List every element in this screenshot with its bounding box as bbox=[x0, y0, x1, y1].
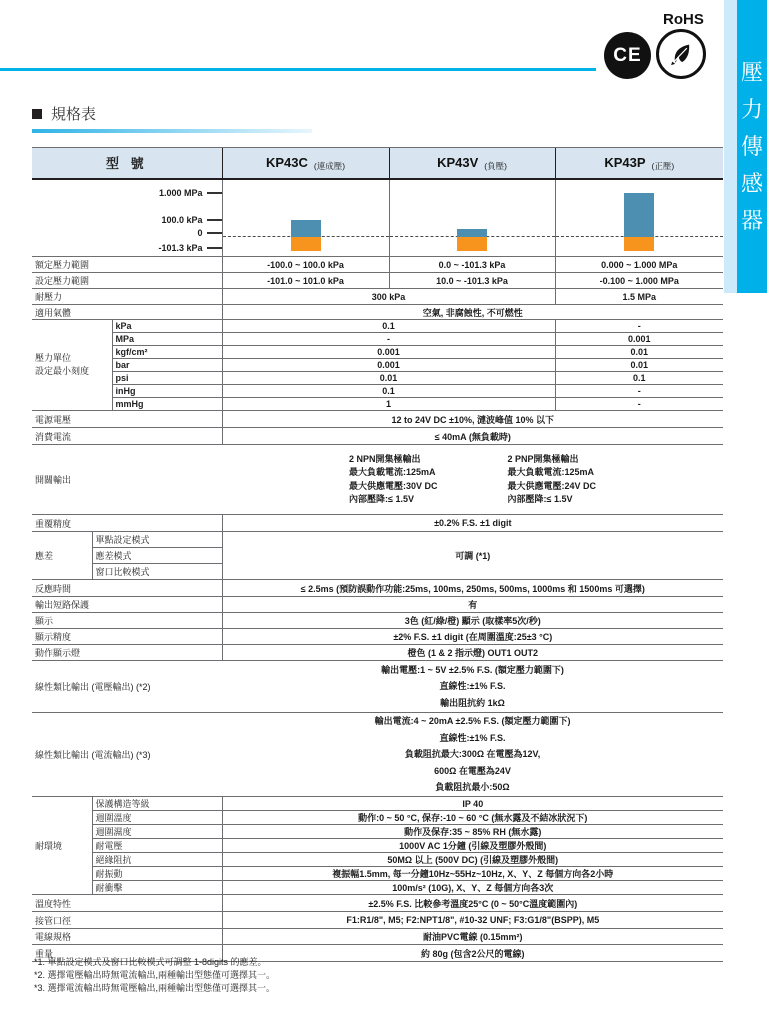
value-rated-range-kp43p: 0.000 ~ 1.000 MPa bbox=[555, 257, 723, 273]
model-name: KP43C bbox=[265, 155, 308, 171]
env-label: 絕緣阻抗 bbox=[92, 853, 222, 867]
bar-negative-kp43p bbox=[624, 237, 654, 251]
unit-value-cv: 0.001 bbox=[222, 359, 555, 372]
value-proof-pressure-p: 1.5 MPa bbox=[555, 289, 723, 305]
unit-value-p: - bbox=[555, 398, 723, 411]
value-analog-current-output: 輸出電流:4 ~ 20mA ±2.5% F.S. (額定壓力範圍下) 直線性:±1% F.S. 負載阻抗最大:300Ω 在電壓為12V, 600Ω 在電壓為24V 負載阻抗最小:50Ω bbox=[222, 713, 723, 797]
label-display: 顯示 bbox=[32, 613, 222, 629]
env-label: 週圍溫度 bbox=[92, 811, 222, 825]
label-weight: 重量 bbox=[32, 945, 222, 962]
label-operation-indicator: 動作顯示燈 bbox=[32, 645, 222, 661]
value-display-precision: ±2% F.S. ±1 digit (在周圍溫度:25±3 °C) bbox=[222, 629, 723, 645]
value-rated-range-kp43v: 0.0 ~ -101.3 kPa bbox=[389, 257, 555, 273]
tick-mark bbox=[207, 219, 222, 221]
label-short-circuit-protection: 輸出短路保護 bbox=[32, 597, 222, 613]
value-applicable-fluid: 空氣, 非腐蝕性, 不可燃性 bbox=[222, 305, 723, 320]
label-port-size: 接管口徑 bbox=[32, 912, 222, 929]
footnotes bbox=[34, 956, 275, 995]
label-rated-pressure-range: 額定壓力範圍 bbox=[32, 257, 222, 273]
tick-mark bbox=[207, 232, 222, 234]
env-value: 複振幅1.5mm, 每一分鐘10Hz~55Hz~10Hz, X、Y、Z 每個方向各2小時 bbox=[222, 867, 723, 881]
unit-value-cv: - bbox=[222, 333, 555, 346]
unit-value-cv: 0.1 bbox=[222, 385, 555, 398]
pnp-output-block: 2 PNP開集極輸出 最大負載電流:125mA 最大供應電壓:24V DC 內部壓降:≤ 1.5V bbox=[507, 453, 597, 504]
unit-value-p: 0.1 bbox=[555, 372, 723, 385]
chart-y-axis bbox=[32, 179, 222, 257]
label-proof-pressure: 耐壓力 bbox=[32, 289, 222, 305]
env-value: 動作及保存:35 ~ 85% RH (無水露) bbox=[222, 825, 723, 839]
value-proof-pressure-cv: 300 kPa bbox=[222, 289, 555, 305]
value-short-circuit-protection: 有 bbox=[222, 597, 723, 613]
unit-value-cv: 0.01 bbox=[222, 372, 555, 385]
ce-logo bbox=[604, 32, 651, 79]
env-value: 100m/s² (10G), X、Y、Z 每個方向各3次 bbox=[222, 881, 723, 895]
unit-label: kgf/cm² bbox=[112, 346, 222, 359]
tick-mark bbox=[207, 247, 222, 249]
unit-value-cv: 0.1 bbox=[222, 320, 555, 333]
unit-value-cv: 1 bbox=[222, 398, 555, 411]
sidebar-char: 力 bbox=[740, 96, 763, 122]
spec-table bbox=[32, 147, 723, 962]
env-value: 1000V AC 1分鐘 (引線及塑膠外殼間) bbox=[222, 839, 723, 853]
column-header-kp43c bbox=[222, 148, 389, 179]
unit-label: MPa bbox=[112, 333, 222, 346]
value-set-range-kp43p: -0.100 ~ 1.000 MPa bbox=[555, 273, 723, 289]
label-hysteresis: 應差 bbox=[32, 532, 92, 580]
sidebar-char: 壓 bbox=[740, 59, 763, 85]
value-temperature-characteristics: ±2.5% F.S. 比較參考溫度25°C (0 ~ 50°C溫度範圍內) bbox=[222, 895, 723, 912]
value-current-consumption: ≤ 40mA (無負載時) bbox=[222, 428, 723, 445]
value-response-time: ≤ 2.5ms (預防誤動作功能:25ms, 100ms, 250ms, 500ms, 1000ms 和 1500ms 可選擇) bbox=[222, 580, 723, 597]
label-current-consumption: 消費電流 bbox=[32, 428, 222, 445]
value-rated-range-kp43c: -100.0 ~ 100.0 kPa bbox=[222, 257, 389, 273]
label-temperature-characteristics: 溫度特性 bbox=[32, 895, 222, 912]
unit-label: mmHg bbox=[112, 398, 222, 411]
tick-mark bbox=[207, 192, 222, 194]
y-tick: 0 bbox=[198, 228, 222, 238]
y-tick: -101.3 kPa bbox=[158, 243, 221, 253]
column-header-kp43v bbox=[389, 148, 555, 179]
unit-label: psi bbox=[112, 372, 222, 385]
env-label: 保護構造等級 bbox=[92, 797, 222, 811]
leaf-icon-glyph bbox=[667, 40, 695, 68]
label-analog-voltage-output: 線性類比輸出 (電壓輸出) (*2) bbox=[32, 661, 222, 713]
value-cable-spec: 耐油PVC電線 (0.15mm²) bbox=[222, 929, 723, 945]
bar-positive-kp43v bbox=[457, 229, 487, 237]
env-value: 動作:0 ~ 50 °C, 保存:-10 ~ 60 °C (無水露及不結冰狀況下) bbox=[222, 811, 723, 825]
label-set-pressure-range: 設定壓力範圍 bbox=[32, 273, 222, 289]
unit-value-p: 0.01 bbox=[555, 346, 723, 359]
hysteresis-mode: 應差模式 bbox=[92, 548, 222, 564]
bar-positive-kp43p bbox=[624, 193, 654, 237]
env-label: 耐電壓 bbox=[92, 839, 222, 853]
chart-cell-kp43p bbox=[555, 179, 723, 257]
env-label: 週圍濕度 bbox=[92, 825, 222, 839]
model-name: KP43V bbox=[437, 155, 479, 171]
value-operation-indicator: 橙色 (1 & 2 指示燈) OUT1 OUT2 bbox=[222, 645, 723, 661]
section-title: 規格表 bbox=[51, 106, 97, 123]
square-bullet-icon bbox=[32, 109, 42, 119]
label-analog-current-output: 線性類比輸出 (電流輸出) (*3) bbox=[32, 713, 222, 797]
label-switch-output: 開關輸出 bbox=[32, 445, 222, 515]
model-pressure-type: (連成壓) bbox=[313, 161, 346, 172]
y-tick: 1.000 MPa bbox=[159, 188, 222, 198]
value-port-size: F1:R1/8", M5; F2:NPT1/8", #10-32 UNF; F3:G1/8"(BSPP), M5 bbox=[222, 912, 723, 929]
unit-value-p: 0.01 bbox=[555, 359, 723, 372]
unit-label: kPa bbox=[112, 320, 222, 333]
unit-label: inHg bbox=[112, 385, 222, 398]
chart-cell-kp43c bbox=[222, 179, 389, 257]
model-pressure-type: (正壓) bbox=[651, 161, 675, 172]
unit-label: bar bbox=[112, 359, 222, 372]
sidebar-char: 感 bbox=[740, 170, 763, 196]
bar-negative-kp43c bbox=[291, 237, 321, 251]
ce-logo-text: CE bbox=[613, 44, 642, 66]
env-label: 耐振動 bbox=[92, 867, 222, 881]
hysteresis-mode: 單點設定模式 bbox=[92, 532, 222, 548]
model-pressure-type: (負壓) bbox=[484, 161, 507, 172]
chart-cell-kp43v bbox=[389, 179, 555, 257]
label-response-time: 反應時間 bbox=[32, 580, 222, 597]
label-environment-group: 耐環境 bbox=[32, 797, 92, 895]
label-repeatability: 重覆精度 bbox=[32, 515, 222, 532]
section-heading bbox=[32, 103, 96, 124]
sidebar-char: 器 bbox=[740, 207, 763, 233]
value-weight: 約 80g (包含2公尺的電線) bbox=[222, 945, 723, 962]
unit-value-p: - bbox=[555, 320, 723, 333]
value-supply-voltage: 12 to 24V DC ±10%, 漣波峰值 10% 以下 bbox=[222, 411, 723, 428]
rohs-label: RoHS bbox=[663, 11, 704, 28]
value-hysteresis: 可調 (*1) bbox=[222, 532, 723, 580]
footnote-3: *3. 選擇電流輸出時無電壓輸出,兩種輸出型態僅可選擇其一。 bbox=[34, 983, 276, 993]
value-repeatability: ±0.2% F.S. ±1 digit bbox=[222, 515, 723, 532]
model-name: KP43P bbox=[604, 155, 646, 171]
footnote-2: *2. 選擇電壓輸出時無電流輸出,兩種輸出型態僅可選擇其一。 bbox=[34, 970, 276, 980]
column-header-kp43p bbox=[555, 148, 723, 179]
env-value: IP 40 bbox=[222, 797, 723, 811]
value-analog-voltage-output: 輸出電壓:1 ~ 5V ±2.5% F.S. (額定壓力範圍下) 直線性:±1% F.S. 輸出阻抗約 1kΩ bbox=[222, 661, 723, 713]
leaf-icon bbox=[656, 29, 706, 79]
unit-value-p: - bbox=[555, 385, 723, 398]
sidebar-char: 傳 bbox=[740, 133, 763, 159]
sidebar-pale-strip bbox=[724, 0, 737, 293]
env-label: 耐衝擊 bbox=[92, 881, 222, 895]
y-tick: 100.0 kPa bbox=[161, 215, 221, 225]
top-accent-rule bbox=[0, 68, 596, 71]
label-supply-voltage: 電源電壓 bbox=[32, 411, 222, 428]
value-set-range-kp43v: 10.0 ~ -101.3 kPa bbox=[389, 273, 555, 289]
heading-underline bbox=[32, 129, 312, 133]
value-display: 3色 (紅/綠/橙) 顯示 (取樣率5次/秒) bbox=[222, 613, 723, 629]
label-pressure-unit-group: 壓力單位 設定最小刻度 bbox=[32, 320, 112, 411]
sidebar-tab-pressure-sensor bbox=[737, 0, 767, 293]
npn-output-block: 2 NPN開集極輸出 最大負載電流:125mA 最大供應電壓:30V DC 內部壓降:≤ 1.5V bbox=[349, 453, 438, 504]
unit-value-p: 0.001 bbox=[555, 333, 723, 346]
label-applicable-fluid: 適用氣體 bbox=[32, 305, 222, 320]
label-cable-spec: 電線規格 bbox=[32, 929, 222, 945]
hysteresis-mode: 窗口比較模式 bbox=[92, 564, 222, 580]
bar-positive-kp43c bbox=[291, 220, 321, 237]
bar-negative-kp43v bbox=[457, 237, 487, 251]
unit-value-cv: 0.001 bbox=[222, 346, 555, 359]
value-switch-output bbox=[222, 445, 723, 515]
column-header-model: 型 號 bbox=[32, 148, 222, 179]
env-value: 50MΩ 以上 (500V DC) (引線及塑膠外殼間) bbox=[222, 853, 723, 867]
label-display-precision: 顯示精度 bbox=[32, 629, 222, 645]
footnote-1: *1. 單點設定模式及窗口比較模式可調整 1-8digits 的應差。 bbox=[34, 957, 267, 967]
value-set-range-kp43c: -101.0 ~ 101.0 kPa bbox=[222, 273, 389, 289]
